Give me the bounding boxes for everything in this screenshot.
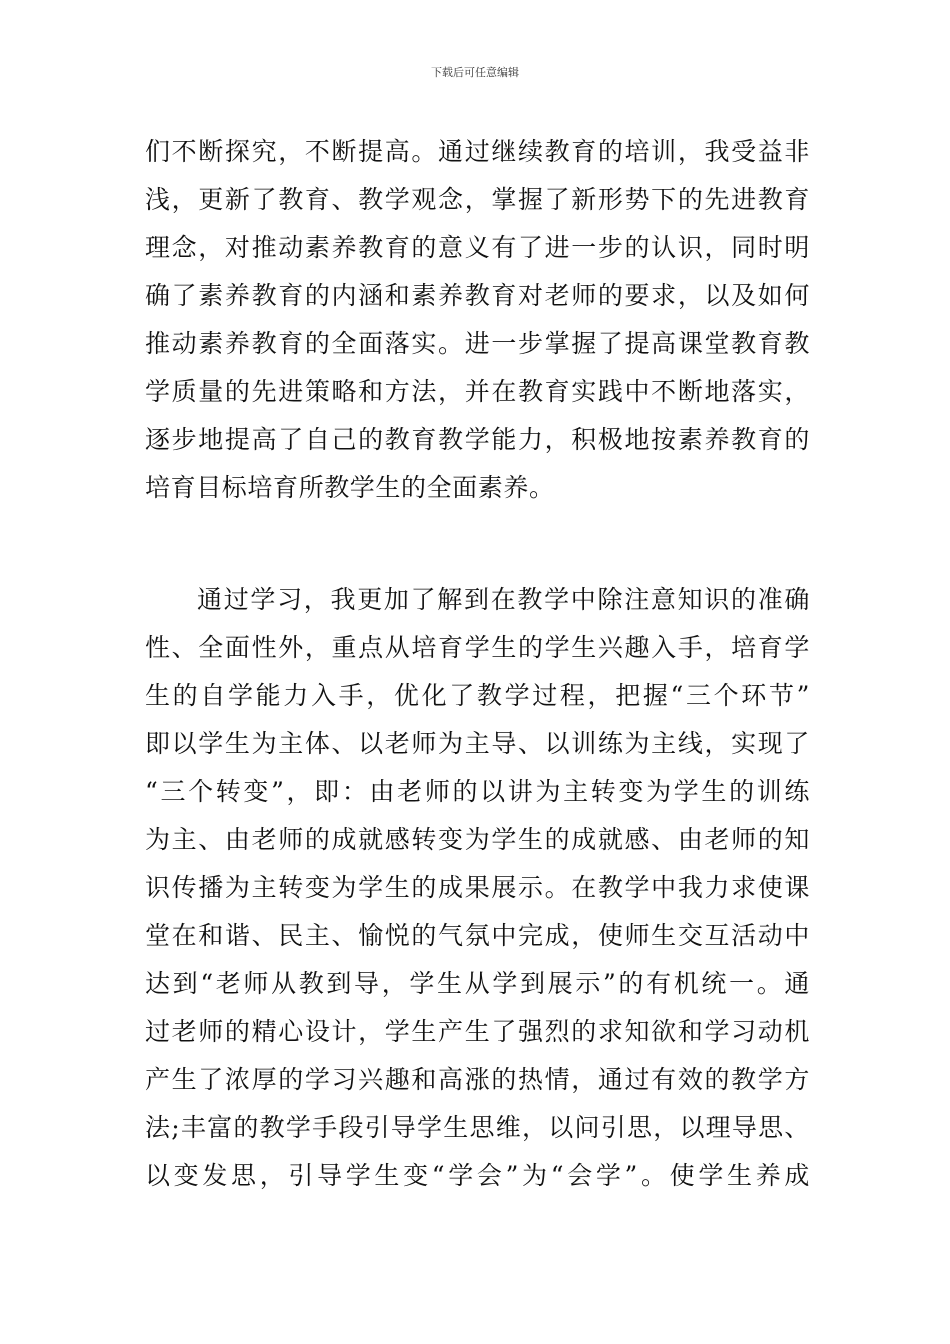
paragraph-line: 理念，对推动素养教育的意义有了进一步的认识，同时明 — [145, 233, 810, 262]
paragraph-line: 识传播为主转变为学生的成果展示。在教学中我力求使课 — [145, 873, 810, 902]
paragraph-line: “三个转变”，即：由老师的以讲为主转变为学生的训练 — [145, 777, 810, 806]
paragraph-line: 产生了浓厚的学习兴趣和高涨的热情，通过有效的教学方 — [145, 1065, 810, 1094]
paragraph-line: 们不断探究，不断提高。通过继续教育的培训，我受益非 — [145, 137, 810, 166]
paragraph-line: 学质量的先进策略和方法，并在教育实践中不断地落实， — [145, 377, 810, 406]
paragraph-line: 浅，更新了教育、教学观念，掌握了新形势下的先进教育 — [145, 185, 810, 214]
paragraph-line: 过老师的精心设计，学生产生了强烈的求知欲和学习动机 — [145, 1017, 810, 1046]
paragraph-line: 以变发思，引导学生变“学会”为“会学”。使学生养成 — [145, 1161, 810, 1190]
paragraph-2 — [145, 576, 810, 1200]
paragraph-line: 达到“老师从教到导，学生从学到展示”的有机统一。通 — [145, 969, 810, 998]
paragraph-line: 法;丰富的教学手段引导学生思维，以问引思，以理导思、 — [145, 1113, 810, 1142]
paragraph-line: 逐步地提高了自己的教育教学能力，积极地按素养教育的 — [145, 425, 810, 454]
paragraph-line: 性、全面性外，重点从培育学生的学生兴趣入手，培育学 — [145, 633, 810, 662]
paragraph-1 — [145, 128, 810, 512]
page-header: 下载后可任意编辑 — [431, 66, 519, 79]
paragraph-line: 堂在和谐、民主、愉悦的气氛中完成，使师生交互活动中 — [145, 921, 810, 950]
paragraph-line: 生的自学能力入手，优化了教学过程，把握“三个环节” — [145, 681, 810, 710]
paragraph-line: 即以学生为主体、以老师为主导、以训练为主线，实现了 — [145, 729, 810, 758]
paragraph-line: 推动素养教育的全面落实。进一步掌握了提高课堂教育教 — [145, 329, 810, 358]
paragraph-line: 培育目标培育所教学生的全面素养。 — [145, 473, 555, 502]
paragraph-line: 确了素养教育的内涵和素养教育对老师的要求，以及如何 — [145, 281, 810, 310]
paragraph-line: 为主、由老师的成就感转变为学生的成就感、由老师的知 — [145, 825, 810, 854]
paragraph-line: 通过学习，我更加了解到在教学中除注意知识的准确 — [197, 585, 810, 614]
